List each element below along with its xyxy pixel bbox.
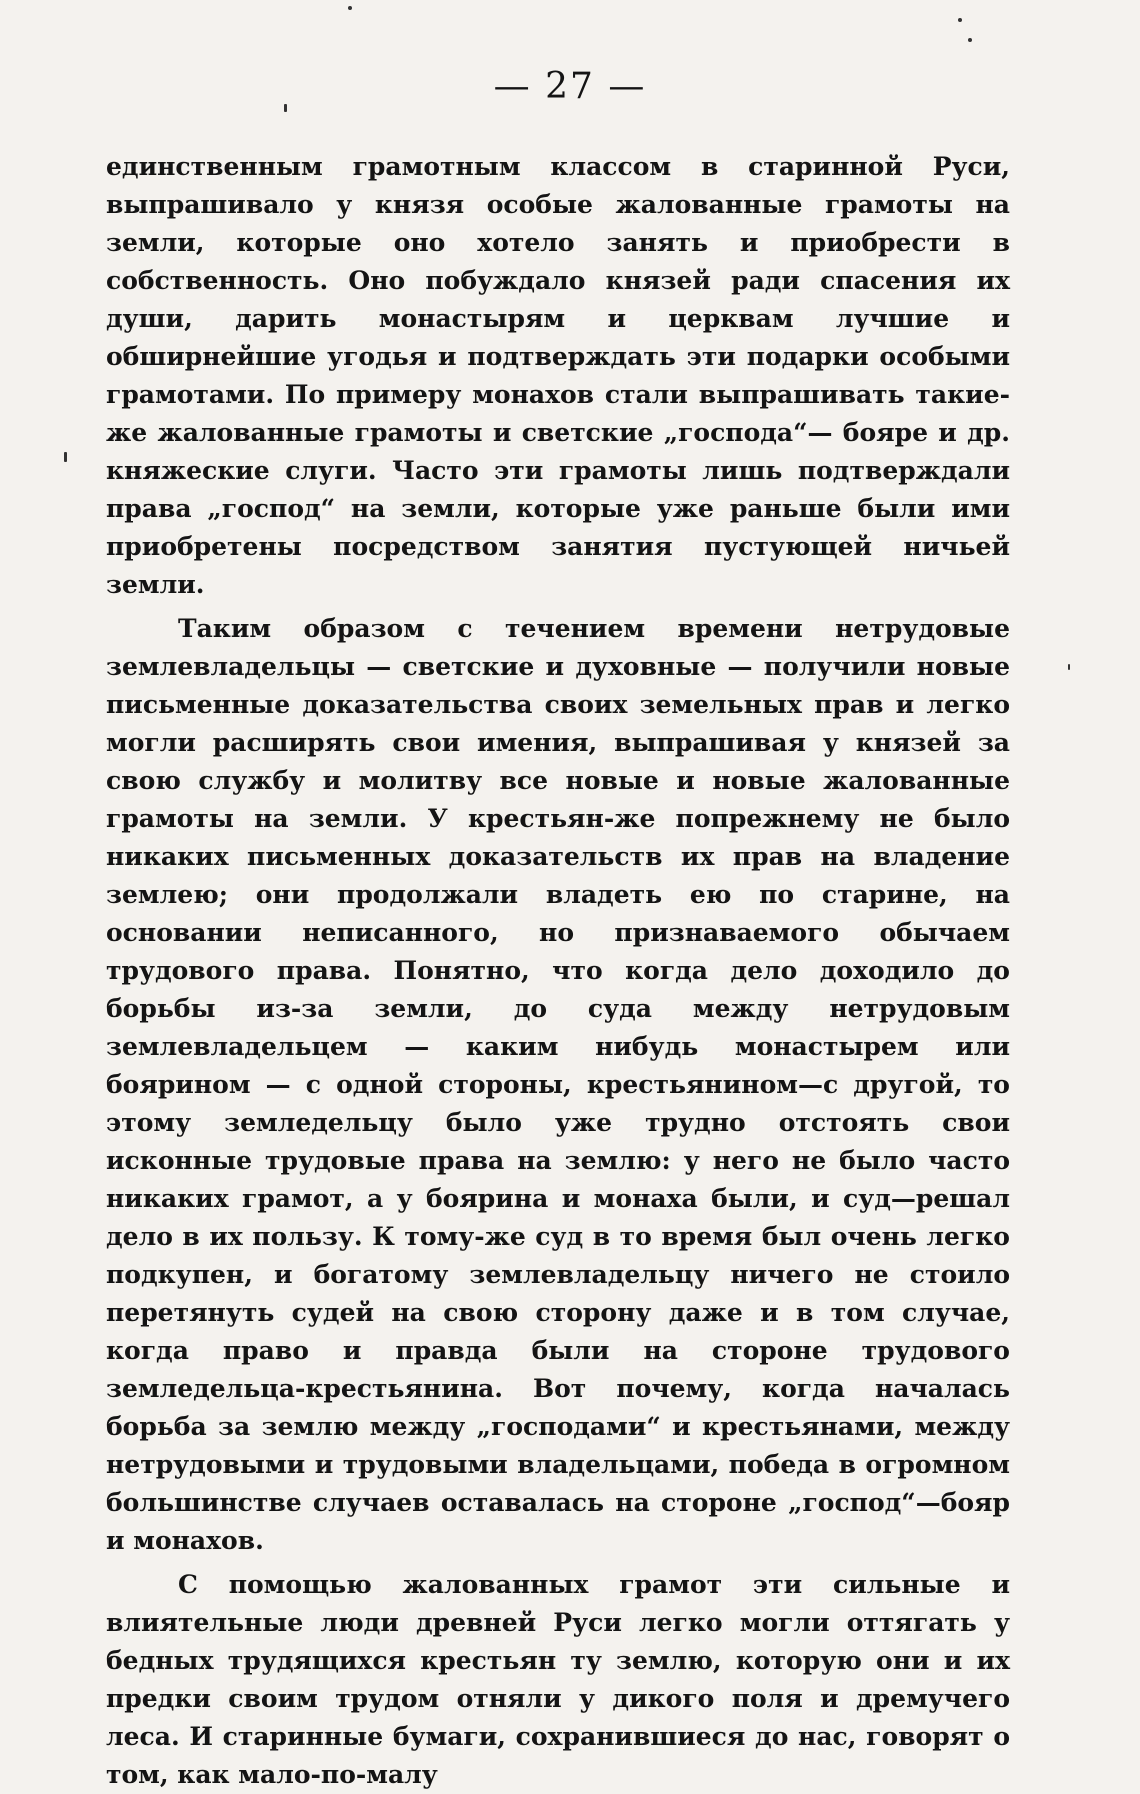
scan-speck	[968, 38, 972, 42]
scan-speck	[284, 104, 287, 112]
scan-speck	[958, 18, 962, 22]
paragraph: С помощью жалованных грамот эти сильные и влиятельные люди древней Руси легко могли оттягать у бедных трудящихся крестьян ту землю, которую они и их предки своим трудом отняли у дикого поля и дремучего леса. И старинные бумаги, сохранившиеся до нас, говорят о том, как мало-по-малу	[106, 1570, 1010, 1789]
scan-speck	[64, 452, 67, 462]
scan-speck	[1068, 664, 1070, 670]
page-number: — 27 —	[493, 66, 647, 107]
scan-speck	[348, 6, 352, 10]
paragraph: Таким образом с течением времени нетрудовые землевладельцы — светские и духовные — получили новые письменные доказательства своих земельных прав и легко могли расширять свои имения, выпрашивая у князей за свою службу и молитву все новые и новые жалованные грамоты на земли. У крестьян-же попрежнему не было никаких письменных доказательств их прав на владение землею; они продолжали владеть ею по старине, на основании неписанного, но признаваемого обычаем трудового права. Понятно, что когда дело доходило до борьбы из-за земли, до суда между нетрудовым землевладельцем — каким нибудь монастырем или боярином — с одной стороны, крестьянином—с другой, то этому земледельцу было уже трудно отстоять свои исконные трудовые права на землю: у него не было часто никаких грамот, а у боярина и монаха были, и суд—решал дело в их пользу. К тому-же суд в то время был очень легко подкупен, и богатому землевладельцу ничего не стоило перетянуть судей на свою сторону даже и в том случае, когда право и правда были на стороне трудового земледельца-крестьянина. Вот почему, когда началась борьба за землю между „господами“ и крестьянами, между нетрудовыми и трудовыми владельцами, победа в огромном большинстве случаев оставалась на стороне „господ“—бояр и монахов.	[106, 614, 1010, 1555]
body-text	[106, 148, 1010, 1794]
paragraph-continuation: единственным грамотным классом в старинной Руси, выпрашивало у князя особые жалованные грамоты на земли, которые оно хотело занять и приобрести в собственность. Оно побуждало князей ради спасения их души, дарить монастырям и церквам лучшие и обширнейшие угодья и подтверждать эти подарки особыми грамотами. По примеру монахов стали выпрашивать такие-же жалованные грамоты и светские „господа“— бояре и др. княжеские слуги. Часто эти грамоты лишь подтверждали права „господ“ на земли, которые уже раньше были ими приобретены посредством занятия пустующей ничьей земли.	[106, 152, 1010, 599]
